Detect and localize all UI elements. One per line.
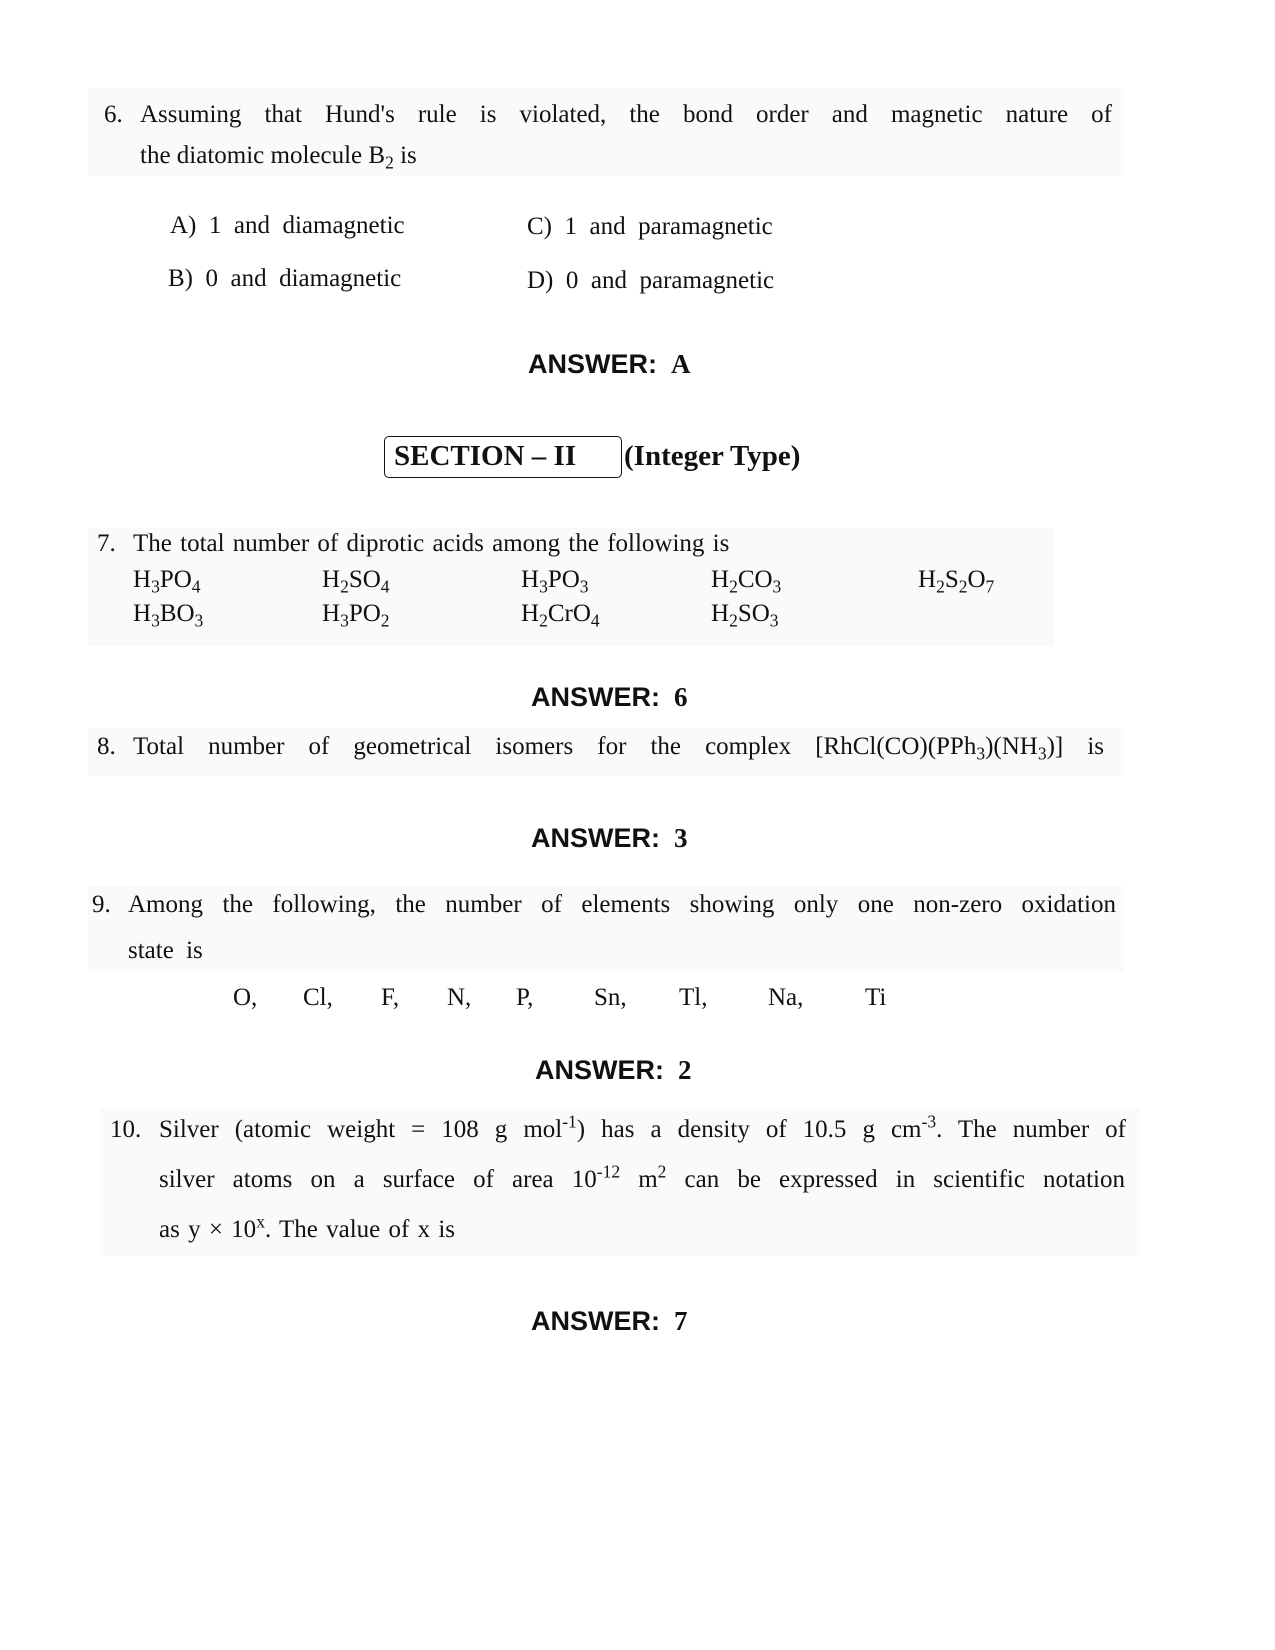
subscript: 3: [151, 576, 160, 597]
text-segment: as y × 10: [159, 1216, 257, 1243]
subscript: 3: [976, 743, 986, 764]
text-segment: PO: [348, 600, 381, 627]
text-segment: ) has a density of 10.5 g cm: [576, 1116, 922, 1143]
text-segment: . The number of: [936, 1116, 1127, 1143]
q10-text-line2: [159, 1161, 1125, 1195]
q7-formula: [711, 599, 779, 629]
q8-answer: [531, 822, 688, 854]
text-segment: The total number of diprotic acids among the following is: [133, 530, 730, 557]
q9-element: F,: [381, 984, 400, 1011]
q7-answer: [531, 681, 688, 713]
q8-text: [133, 732, 1104, 762]
q10-text-line1: [159, 1111, 1127, 1145]
superscript: -1: [562, 1111, 577, 1132]
text-segment: )] is: [1046, 733, 1104, 760]
subscript: 3: [1037, 743, 1047, 764]
subscript: 2: [340, 576, 349, 597]
q7-formula: [133, 599, 203, 629]
subscript: 2: [958, 576, 968, 597]
q9-element: Cl,: [303, 984, 333, 1011]
superscript: -3: [921, 1111, 937, 1132]
q7-formula: [133, 565, 201, 595]
answer-label: ANSWER:: [531, 823, 660, 853]
subscript: 3: [151, 610, 160, 631]
q6-answer: [528, 348, 691, 380]
q9-number: 9.: [92, 891, 111, 918]
q9-element: N,: [447, 984, 472, 1011]
subscript: 4: [191, 576, 201, 597]
q6-number: 6.: [104, 101, 123, 128]
subscript: 3: [194, 610, 204, 631]
text-segment: PO: [547, 566, 580, 593]
subscript: 3: [772, 576, 782, 597]
answer-label: ANSWER:: [528, 349, 657, 379]
q9-element: Sn,: [594, 984, 627, 1011]
text-segment: CO: [737, 566, 773, 593]
answer-value: 6: [674, 682, 688, 712]
q7-text: [133, 529, 729, 559]
subscript: 3: [340, 610, 349, 631]
text-segment: Total number of geometrical isomers for the complex [RhCl(CO)(PPh: [133, 733, 977, 760]
q7-number: 7.: [97, 530, 116, 557]
q9-element: Na,: [768, 984, 804, 1011]
q10-answer: [531, 1305, 688, 1337]
subscript: 2: [385, 152, 394, 173]
text-segment: Silver (atomic weight = 108 g mol: [159, 1116, 563, 1143]
subscript: 4: [590, 610, 600, 631]
q7-formula: [322, 565, 390, 595]
text-segment: state is: [128, 937, 203, 964]
q9-element: Ti: [865, 984, 887, 1011]
text-segment: H: [711, 600, 730, 627]
q7-formula: [521, 565, 589, 595]
text-segment: PO: [159, 566, 192, 593]
subscript: 2: [936, 576, 945, 597]
q9-element: Tl,: [679, 984, 708, 1011]
q9-text-line1: [128, 890, 1116, 920]
subscript: 2: [539, 610, 548, 631]
text-segment: H: [322, 566, 341, 593]
q7-formula: [918, 565, 994, 595]
q9-text-line2: [128, 936, 203, 966]
q6-option-c: C) 1 and paramagnetic: [527, 213, 773, 240]
q6-option-a: A) 1 and diamagnetic: [170, 212, 405, 239]
text-segment: O: [967, 566, 986, 593]
text-segment: m: [620, 1166, 658, 1193]
q9-answer: [535, 1054, 692, 1086]
text-segment: H: [133, 600, 152, 627]
text-segment: can be expressed in scientific notation: [666, 1166, 1125, 1193]
q6-option-b: B) 0 and diamagnetic: [168, 265, 402, 292]
text-segment: Among the following, the number of elements showing only one non-zero oxidation: [128, 891, 1116, 918]
text-segment: H: [133, 566, 152, 593]
subscript: 2: [729, 576, 738, 597]
answer-value: 3: [674, 823, 688, 853]
subscript: 4: [380, 576, 390, 597]
text-segment: SO: [348, 566, 381, 593]
q9-element: P,: [516, 984, 534, 1011]
text-segment: Assuming that Hund's rule is violated, the bond order and magnetic nature of: [140, 101, 1112, 128]
subscript: 7: [985, 576, 995, 597]
q8-number: 8.: [97, 733, 116, 760]
section-type: (Integer Type): [624, 440, 801, 472]
subscript: 2: [380, 610, 390, 631]
subscript: 3: [539, 576, 548, 597]
subscript: 3: [579, 576, 589, 597]
answer-value: 2: [678, 1055, 692, 1085]
superscript: x: [256, 1211, 265, 1232]
text-segment: the diatomic molecule B: [140, 142, 386, 169]
text-segment: BO: [159, 600, 195, 627]
text-segment: H: [322, 600, 341, 627]
q10-text-line3: [159, 1211, 455, 1245]
answer-value: A: [671, 349, 691, 379]
text-segment: H: [521, 566, 540, 593]
q6-text-line1: [140, 100, 1112, 130]
superscript: 2: [657, 1161, 667, 1182]
text-segment: CrO: [547, 600, 591, 627]
q7-formula: [521, 599, 600, 629]
q7-formula: [322, 599, 390, 629]
text-segment: )(NH: [985, 733, 1038, 760]
text-segment: S: [944, 566, 959, 593]
q6-text-line2: [140, 141, 417, 171]
answer-label: ANSWER:: [531, 682, 660, 712]
text-segment: SO: [737, 600, 770, 627]
answer-label: ANSWER:: [535, 1055, 664, 1085]
q10-number: 10.: [110, 1116, 142, 1143]
q7-formula: [711, 565, 781, 595]
q9-element: O,: [233, 984, 258, 1011]
text-segment: H: [521, 600, 540, 627]
text-segment: silver atoms on a surface of area 10: [159, 1166, 597, 1193]
superscript: -12: [596, 1161, 621, 1182]
q6-option-d: D) 0 and paramagnetic: [527, 267, 775, 294]
text-segment: is: [393, 142, 417, 169]
answer-value: 7: [674, 1306, 688, 1336]
text-segment: H: [711, 566, 730, 593]
section-title: SECTION – II: [394, 440, 577, 472]
text-segment: . The value of x is: [264, 1216, 455, 1243]
answer-label: ANSWER:: [531, 1306, 660, 1336]
subscript: 3: [769, 610, 779, 631]
text-segment: H: [918, 566, 937, 593]
subscript: 2: [729, 610, 738, 631]
